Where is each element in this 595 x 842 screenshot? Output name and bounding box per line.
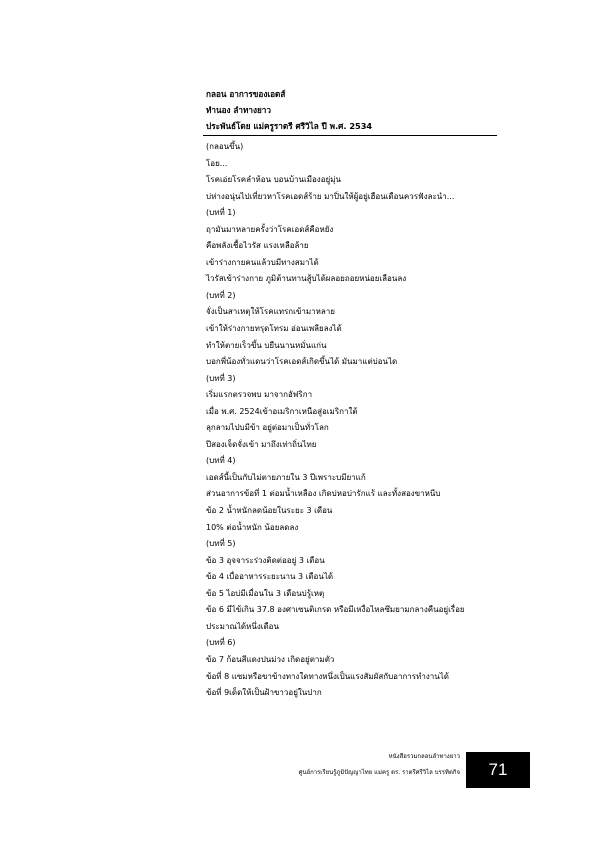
poem-line: เมื่อ พ.ศ. 2524เข้าอเมริกาเหนือสู่อเมริกาใต้ xyxy=(206,406,358,416)
poem-line: (บทที่ 4) xyxy=(206,456,236,466)
poem-line: (บทที่ 3) xyxy=(206,373,236,383)
poem-line: ปีสองเจ็ดจั่งเข้า มาถึงเท่าถิ่นไทย xyxy=(206,439,317,449)
footer-publisher: ศูนย์การเรียนรู้ภูมิปัญญาไทย แม่ครู ดร. ราตรีศรีวิไล บรรทิตกิจ xyxy=(298,769,460,776)
poem-line: (กลอนขึ้น) xyxy=(206,142,244,151)
poem-line: โอย... xyxy=(206,158,228,168)
poem-line: ประมาณได้หนึ่งเดือน xyxy=(206,621,279,631)
poem-line: (บทที่ 1) xyxy=(206,208,236,218)
poem-line: 10% ต่อน้ำหนัก น้อยลดลง xyxy=(206,522,299,532)
poem-line: ทำให้ตายเร็วขึ้น บยืนนานหมั่นแก่น xyxy=(206,340,327,350)
poem-line: ลุกลามไปบมีข้า อยู่ต่อมาเป็นทั่วโลก xyxy=(206,423,329,433)
poem-line: โรคเอ่ยโรคลำห้อน บอนบ้านเมืองอยู่มุ่น xyxy=(206,175,341,185)
poem-line: (บทที่ 6) xyxy=(206,638,236,648)
poem-line: ข้อที่ 9เด็ดให้เป็นฝ้าขาวอยู่ในปาก xyxy=(206,688,322,698)
poem-header xyxy=(206,86,372,134)
page-number: 71 xyxy=(488,760,508,779)
poem-line: เข้าร่างกายคนแล้วบมีทางสมาได้ xyxy=(206,257,319,267)
poem-author: ประพันธ์โดย แม่ครูราตรี ศรีวิไล ปี พ.ศ. 2534 xyxy=(206,121,373,131)
header-rule xyxy=(203,135,497,136)
page-number-box xyxy=(466,752,530,788)
poem-title: กลอน อาการของเอดส์ xyxy=(206,89,286,99)
poem-line: ข้อ 5 ไอบ่มีเมื่อนใน 3 เดือนบ่รู้เหตุ xyxy=(206,588,325,598)
poem-line: คือพลังเชื้อไวรัส แรงเหลือล้าย xyxy=(206,241,309,251)
poem-line: ข้อ 3 อุจจาระร่วงติดต่ออยู่ 3 เดือน xyxy=(206,555,325,565)
poem-style: ทำนอง ลำทางยาว xyxy=(206,105,271,115)
poem-line: ข้อที่ 8 แซมหรือขาข้างทางใดทางหนึ่งเป็นแรงสัมผัสกับอาการทำงานได้ xyxy=(206,671,449,681)
poem-line: เข้าให้ร่างกายทรุดโทรม อ่อนเพลียลงได้ xyxy=(206,324,342,334)
poem-line: ข้อ 7 ก้อนสีแดงปนม่วง เกิดอยู่ตามตัว xyxy=(206,654,335,664)
poem-line: ฤามันมาหลายครั้งว่าโรคเอดส์คือหยัง xyxy=(206,224,334,234)
poem-line: เอดส์นี้เป็นกับไม่ตายภายใน 3 ปีเพราะบมียาแก้ xyxy=(206,472,366,482)
poem-line: เริ่มแรกตรวจพบ มาจากอัฟริกา xyxy=(206,390,313,400)
poem-line: บอกพี่น้องทั่วแดนว่าโรคเอดส์เกิดขึ้นได้ มันมาแต่บ่อนได xyxy=(206,357,398,367)
footer-book-title: หนังสือรวมกลอนลำทางยาว xyxy=(388,753,460,760)
poem-line: ส่วนอาการข้อที่ 1 ต่อมน้ำเหลือง เกิดบ่หอบ่ารักแร้ และทั้งสองขาหนีบ xyxy=(206,489,441,499)
poem-line: (บทที่ 2) xyxy=(206,290,236,300)
poem-line: ข้อ 6 มีไข้เกิน 37.8 องศาเซนติเกรด หรือมีเหงื่อไหลซึมยามกลางคืนอยู่เรื่อย xyxy=(206,605,465,615)
poem-line: ข้อ 2 น้ำหนักลดน้อยในระยะ 3 เดือน xyxy=(206,506,333,516)
poem-line: บ่ห่างอนุ่นไปเที่ยวหาโรคเอดส์ร้าย มาปิ่นให้ผู้อยู่เฮือนเดือนควรฟังละนำ... xyxy=(206,191,455,201)
poem-line: (บทที่ 5) xyxy=(206,539,236,549)
poem-line: จั่งเป็นสาเหตุให้โรคแทรกเข้ามาหลาย xyxy=(206,307,335,317)
poem-line: ข้อ 4 เบื่ออาหารระยะนาน 3 เดือนได้ xyxy=(206,572,334,582)
poem-body xyxy=(206,139,465,702)
poem-line: ไวรัสเข้าร่างกาย ภูมิต้านทานสู้บได้ผลอยถอยหน่อยเลือนลง xyxy=(206,274,407,284)
